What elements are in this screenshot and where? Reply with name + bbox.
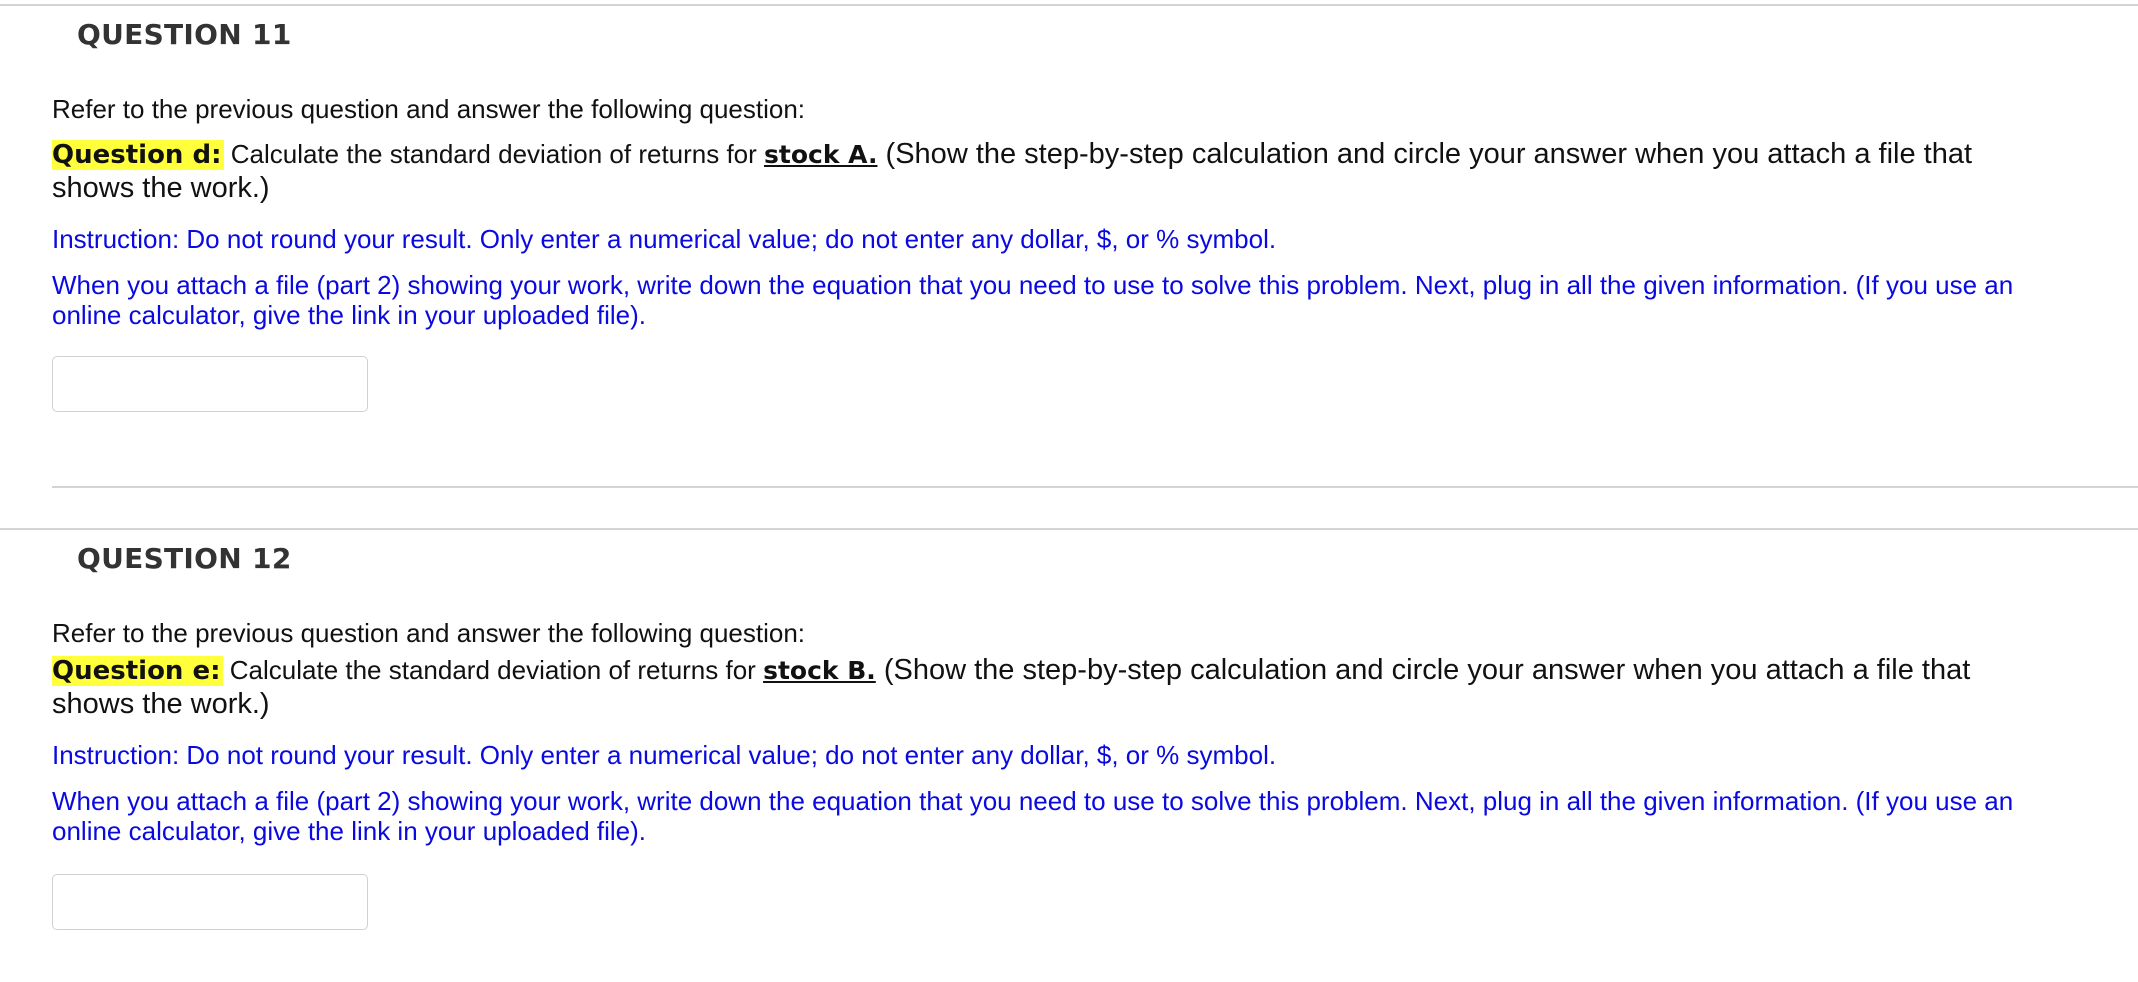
instruction-text: Instruction: Do not round your result. Only enter a numerical value; do not enter any dollar, $, or % symbol. — [52, 740, 1277, 770]
divider — [52, 486, 2138, 488]
divider — [0, 528, 2138, 530]
stock-name: stock B. — [763, 656, 876, 685]
prompt-rest: (Show the step-by-step calculation and circle your answer when you attach a file that shows the work.) — [52, 138, 1973, 204]
attach-note: When you attach a file (part 2) showing your work, write down the equation that you need to use to solve this problem. Next, plug in all the given information. (If you use an online calculator, give the link in your uploaded file). — [52, 270, 2014, 330]
prompt-text: Calculate the standard deviation of returns for — [222, 655, 764, 685]
question-intro: Refer to the previous question and answer the following question: — [52, 94, 806, 124]
instruction-text: Instruction: Do not round your result. Only enter a numerical value; do not enter any dollar, $, or % symbol. — [52, 224, 1277, 254]
question-label: Question e: — [52, 656, 221, 686]
prompt-rest: (Show the step-by-step calculation and circle your answer when you attach a file that shows the work.) — [52, 654, 1971, 720]
divider — [0, 4, 2138, 6]
attach-note: When you attach a file (part 2) showing your work, write down the equation that you need to use to solve this problem. Next, plug in all the given information. (If you use an online calculator, give the link in your uploaded file). — [52, 786, 2014, 846]
stock-name: stock A. — [764, 140, 878, 169]
question-prompt — [52, 654, 2012, 721]
question-prompt — [52, 138, 2012, 205]
answer-input[interactable] — [52, 356, 368, 412]
question-heading: QUESTION 11 — [77, 18, 292, 51]
answer-input[interactable] — [52, 874, 368, 930]
question-intro: Refer to the previous question and answer the following question: — [52, 618, 806, 648]
question-label: Question d: — [52, 140, 222, 170]
question-heading: QUESTION 12 — [77, 542, 292, 575]
prompt-text: Calculate the standard deviation of returns for — [223, 139, 765, 169]
